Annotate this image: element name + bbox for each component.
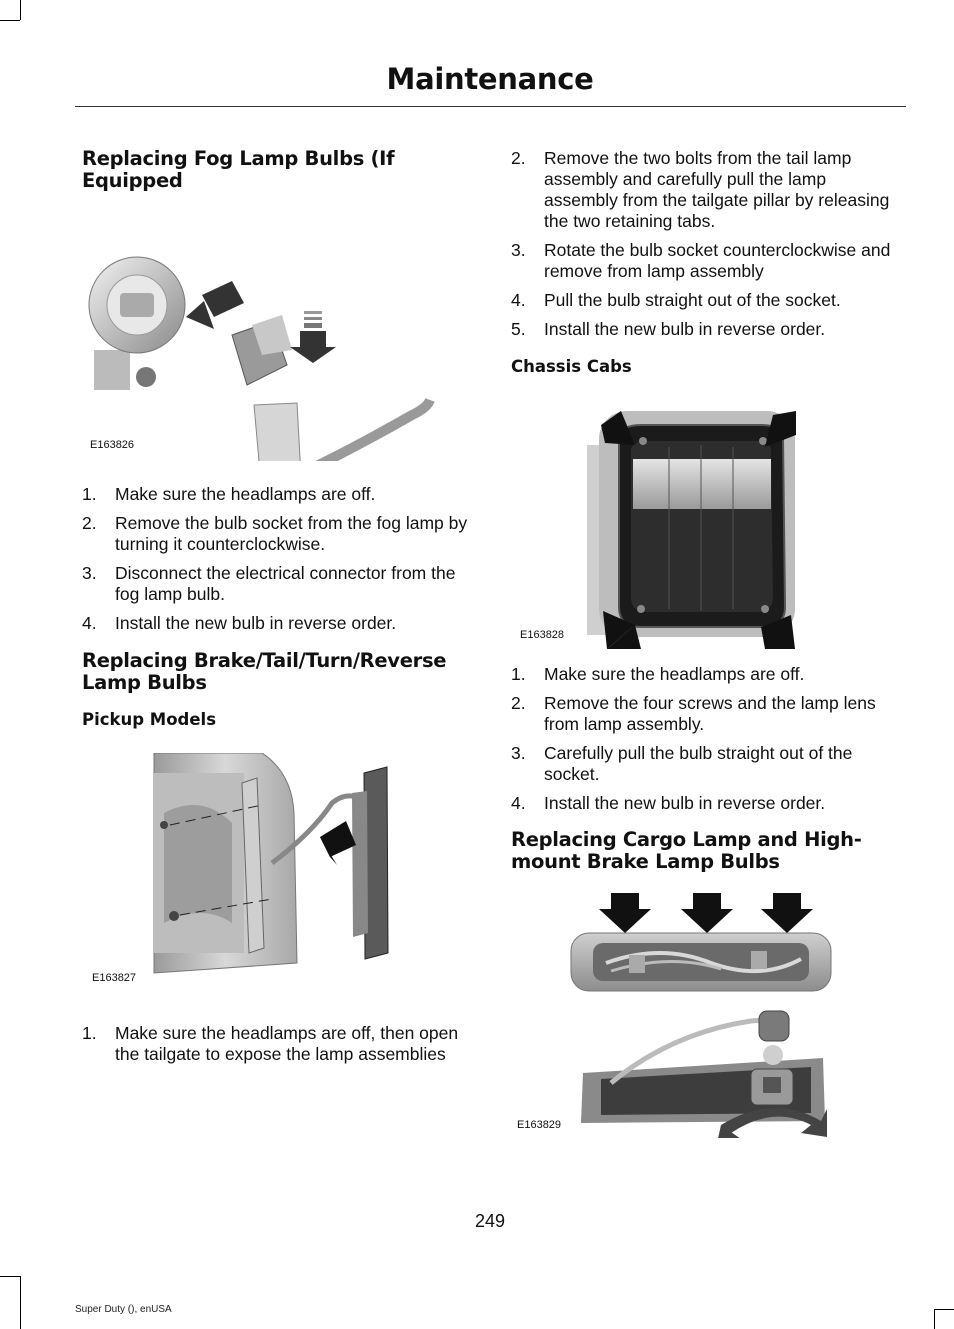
step-number: 3. xyxy=(82,563,97,583)
fog-lamp-figure xyxy=(82,225,474,461)
list-item xyxy=(511,148,903,232)
step-text: Make sure the headlamps are off. xyxy=(544,664,805,684)
step-text: Disconnect the electrical connector from the fog lamp bulb. xyxy=(115,563,456,604)
step-text: Install the new bulb in reverse order. xyxy=(115,613,397,633)
figure-code: E163828 xyxy=(520,629,565,641)
list-item xyxy=(511,793,903,814)
step-number: 2. xyxy=(82,513,97,533)
list-item xyxy=(82,613,474,634)
list-item xyxy=(82,1023,474,1065)
step-text: Make sure the headlamps are off. xyxy=(115,484,376,504)
pickup-steps-part2 xyxy=(511,148,903,340)
crop-mark xyxy=(934,1309,935,1329)
right-column xyxy=(511,148,903,1138)
brake-lamp-heading: Replacing Brake/Tail/Turn/Reverse Lamp Bulbs xyxy=(82,649,447,694)
list-item xyxy=(511,664,903,685)
list-item xyxy=(511,319,903,340)
crop-mark xyxy=(0,1276,20,1277)
step-number: 1. xyxy=(82,484,97,504)
chassis-lamp-illustration xyxy=(511,397,903,649)
step-text: Make sure the headlamps are off, then open the tailgate to expose the lamp assemblies xyxy=(115,1023,459,1064)
fog-lamp-heading: Replacing Fog Lamp Bulbs (If Equipped xyxy=(82,147,395,192)
list-item xyxy=(511,693,903,735)
step-number: 4. xyxy=(511,290,526,310)
cargo-lamp-heading: Replacing Cargo Lamp and High-mount Brake Lamp Bulbs xyxy=(511,828,862,873)
step-text: Install the new bulb in reverse order. xyxy=(544,793,826,813)
list-item xyxy=(82,513,474,555)
page-title: Maintenance xyxy=(386,62,594,96)
figure-code: E163829 xyxy=(517,1119,562,1131)
chassis-cabs-heading: Chassis Cabs xyxy=(511,357,632,376)
step-text: Carefully pull the bulb straight out of the socket. xyxy=(544,743,853,784)
list-item xyxy=(82,563,474,605)
cargo-lamp-illustration xyxy=(511,893,903,1138)
crop-mark xyxy=(934,1309,954,1310)
step-number: 2. xyxy=(511,148,526,168)
list-item xyxy=(82,484,474,505)
list-item xyxy=(511,290,903,311)
step-text: Rotate the bulb socket counterclockwise and remove from lamp assembly xyxy=(544,240,891,281)
pickup-lamp-illustration xyxy=(82,753,474,998)
step-number: 4. xyxy=(82,613,97,633)
step-number: 3. xyxy=(511,743,526,763)
title-divider xyxy=(75,106,906,107)
chassis-steps xyxy=(511,664,903,814)
figure-code: E163826 xyxy=(90,439,135,451)
step-text: Pull the bulb straight out of the socket. xyxy=(544,290,841,310)
crop-mark xyxy=(0,20,20,21)
figure-code: E163827 xyxy=(92,972,137,984)
step-text: Remove the bulb socket from the fog lamp by turning it counterclockwise. xyxy=(115,513,468,554)
step-text: Install the new bulb in reverse order. xyxy=(544,319,826,339)
left-column xyxy=(82,148,474,1073)
crop-mark xyxy=(20,0,21,20)
crop-mark xyxy=(20,1276,21,1329)
step-number: 3. xyxy=(511,240,526,260)
footer-note: Super Duty (), enUSA xyxy=(75,1304,172,1315)
pickup-steps-part1 xyxy=(82,1023,474,1065)
step-number: 5. xyxy=(511,319,526,339)
step-number: 2. xyxy=(511,693,526,713)
pickup-lamp-figure xyxy=(82,753,474,998)
step-number: 1. xyxy=(82,1023,97,1043)
step-text: Remove the two bolts from the tail lamp assembly and carefully pull the lamp assembly from the tailgate pillar by releasing the two retaining tabs. xyxy=(544,148,890,231)
step-number: 1. xyxy=(511,664,526,684)
list-item xyxy=(511,240,903,282)
step-number: 4. xyxy=(511,793,526,813)
page-number: 249 xyxy=(474,1211,506,1231)
step-text: Remove the four screws and the lamp lens from lamp assembly. xyxy=(544,693,876,734)
cargo-lamp-figure xyxy=(511,893,903,1138)
fog-lamp-steps xyxy=(82,484,474,634)
chassis-lamp-figure xyxy=(511,397,903,649)
fog-lamp-illustration xyxy=(82,225,474,461)
list-item xyxy=(511,743,903,785)
pickup-models-heading: Pickup Models xyxy=(82,710,217,729)
